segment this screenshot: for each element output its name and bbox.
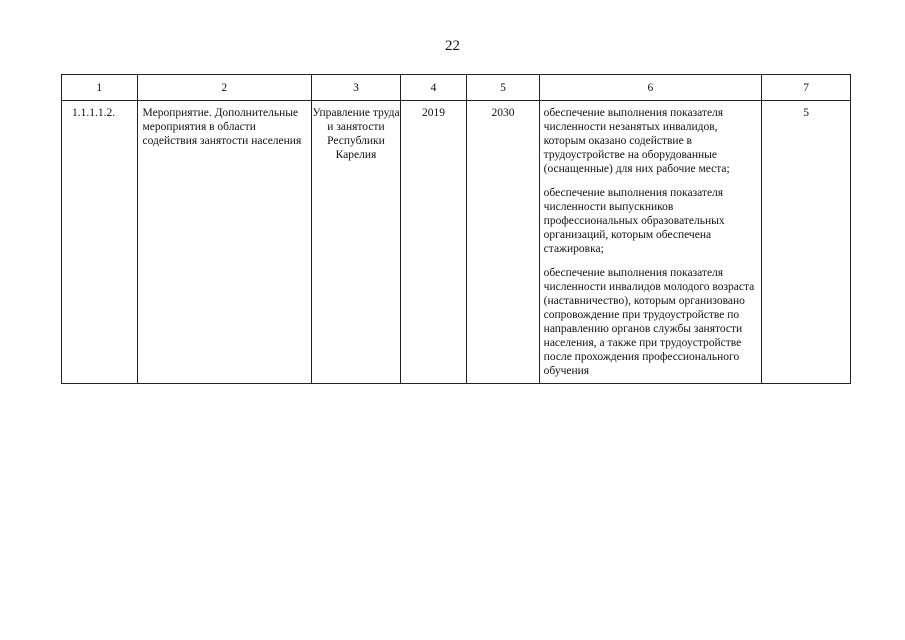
result-item-2: обеспечение выполнения показателя численности выпускников профессиональных образовательных организаций, которым обеспечена стажировка; <box>543 187 725 255</box>
result-item-1: обеспечение выполнения показателя численности незанятых инвалидов, которым оказано содействие в трудоустройстве на оборудованные (оснащенные) для них рабочие места; <box>543 107 730 175</box>
result-item-3: обеспечение выполнения показателя численности инвалидов молодого возраста (наставничество), которым организовано сопровождение при трудоустройстве по направлению органов службы занятости населения, а также при трудоустройстве после прохождения профессионального обучения <box>543 267 755 377</box>
results-cell <box>539 101 762 384</box>
table-row <box>62 101 851 384</box>
header-col-5: 5 <box>467 75 539 101</box>
measure-name-cell: Мероприятие. Дополнительные мероприятия в области содействия занятости населения <box>137 101 312 384</box>
end-year-cell: 2030 <box>467 101 539 384</box>
measures-table <box>61 74 851 384</box>
page-number: 22 <box>445 38 460 54</box>
executor-cell: Управление труда и занятости Республики Карелия <box>312 101 401 384</box>
header-col-4: 4 <box>400 75 466 101</box>
header-col-2: 2 <box>137 75 312 101</box>
header-col-6: 6 <box>539 75 762 101</box>
header-col-1: 1 <box>62 75 138 101</box>
start-year-cell: 2019 <box>400 101 466 384</box>
header-row <box>62 75 851 101</box>
indicator-cell: 5 <box>762 101 851 384</box>
row-number-cell: 1.1.1.1.2. <box>62 101 138 384</box>
header-col-3: 3 <box>312 75 401 101</box>
header-col-7: 7 <box>762 75 851 101</box>
